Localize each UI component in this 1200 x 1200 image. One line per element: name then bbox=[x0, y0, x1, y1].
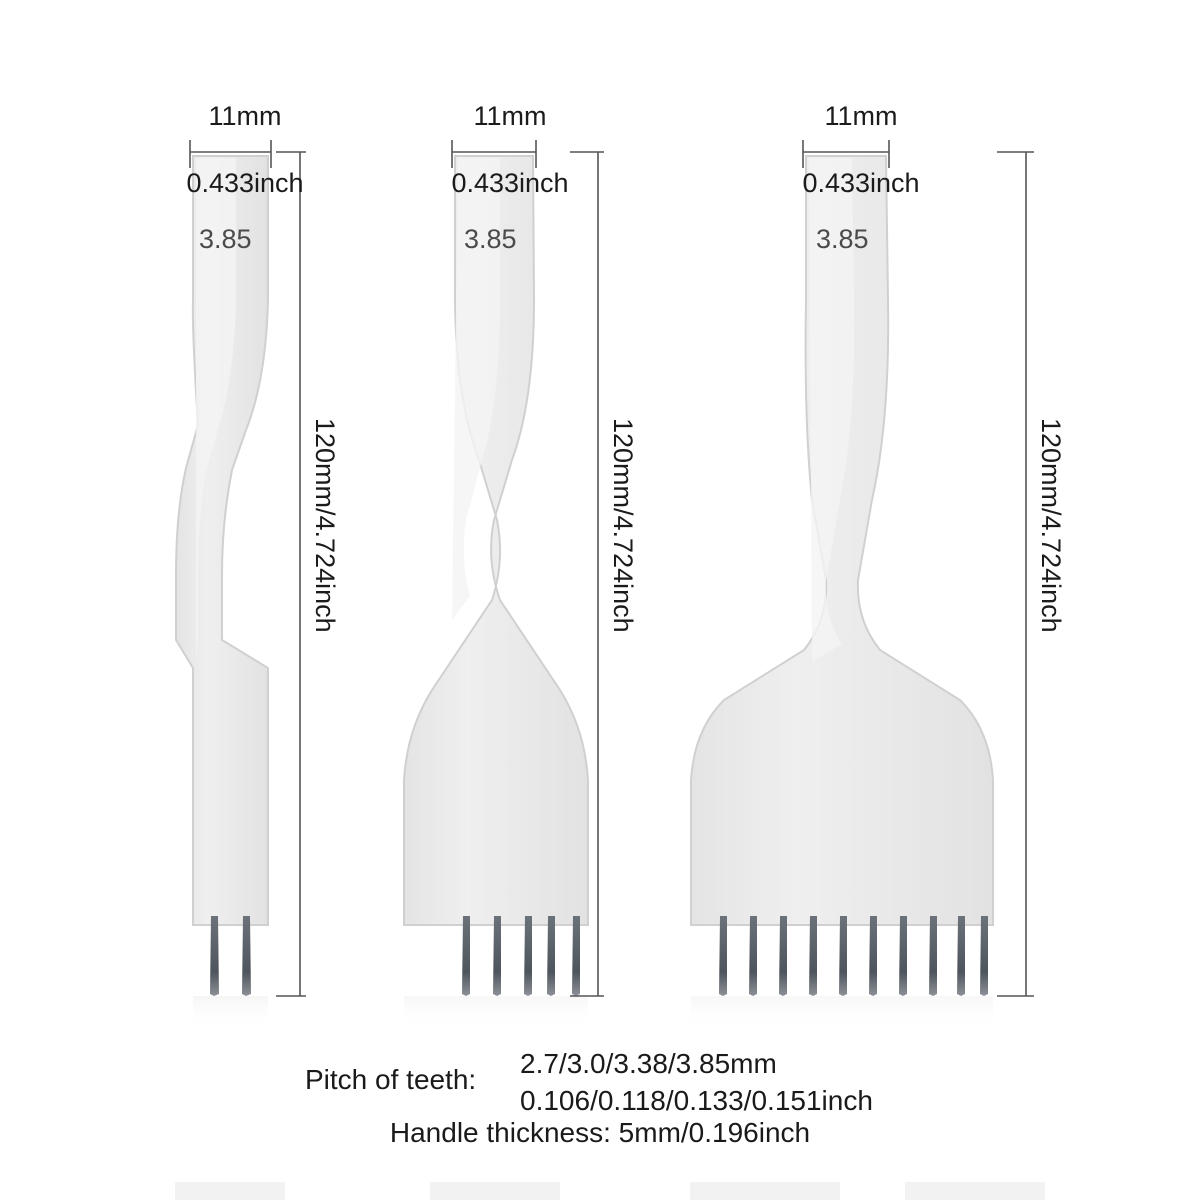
width-mm-label: 11mm bbox=[208, 100, 282, 131]
pitch-mm-value: 2.7/3.0/3.38/3.85mm bbox=[520, 1048, 777, 1079]
tool-10-teeth-inner-value: 3.85 bbox=[816, 224, 869, 254]
tool-2-teeth-height-label: 120mm/4.724inch bbox=[310, 418, 340, 633]
teeth-group bbox=[210, 916, 251, 996]
pitch-values bbox=[520, 1046, 873, 1120]
tool-2-teeth-top-dimension bbox=[120, 66, 340, 235]
teeth-group bbox=[462, 916, 580, 996]
pitch-of-teeth-label: Pitch of teeth: bbox=[305, 1064, 477, 1095]
tool-5-teeth-top-dimension bbox=[385, 66, 605, 235]
tool-reflection bbox=[193, 996, 268, 1030]
tool-reflection bbox=[404, 996, 588, 1030]
tool-5-teeth bbox=[404, 140, 604, 1030]
tool-reflection bbox=[691, 996, 993, 1030]
tool-10-teeth-top-dimension bbox=[736, 66, 956, 235]
width-mm-label: 11mm bbox=[473, 100, 547, 131]
tool-10-teeth-height-label: 120mm/4.724inch bbox=[1036, 418, 1066, 633]
pitch-inch-value: 0.106/0.118/0.133/0.151inch bbox=[520, 1084, 873, 1116]
height-dimension-markers bbox=[997, 152, 1034, 996]
bottom-edge-strip bbox=[175, 1182, 1045, 1200]
height-dimension-markers bbox=[276, 152, 306, 996]
teeth-group bbox=[719, 916, 988, 996]
width-mm-label: 11mm bbox=[824, 100, 898, 131]
tool-5-teeth-inner-value: 3.85 bbox=[464, 224, 517, 254]
tool-5-teeth-height-label: 120mm/4.724inch bbox=[608, 418, 638, 633]
width-inch-label: 0.433inch bbox=[802, 168, 920, 199]
width-inch-label: 0.433inch bbox=[186, 168, 304, 199]
width-inch-label: 0.433inch bbox=[451, 168, 569, 199]
tool-2-teeth bbox=[176, 140, 306, 1030]
handle-thickness-label: Handle thickness: 5mm/0.196inch bbox=[389, 1117, 811, 1148]
tool-2-teeth-inner-value: 3.85 bbox=[199, 224, 252, 254]
tool-10-teeth bbox=[691, 140, 1034, 1030]
